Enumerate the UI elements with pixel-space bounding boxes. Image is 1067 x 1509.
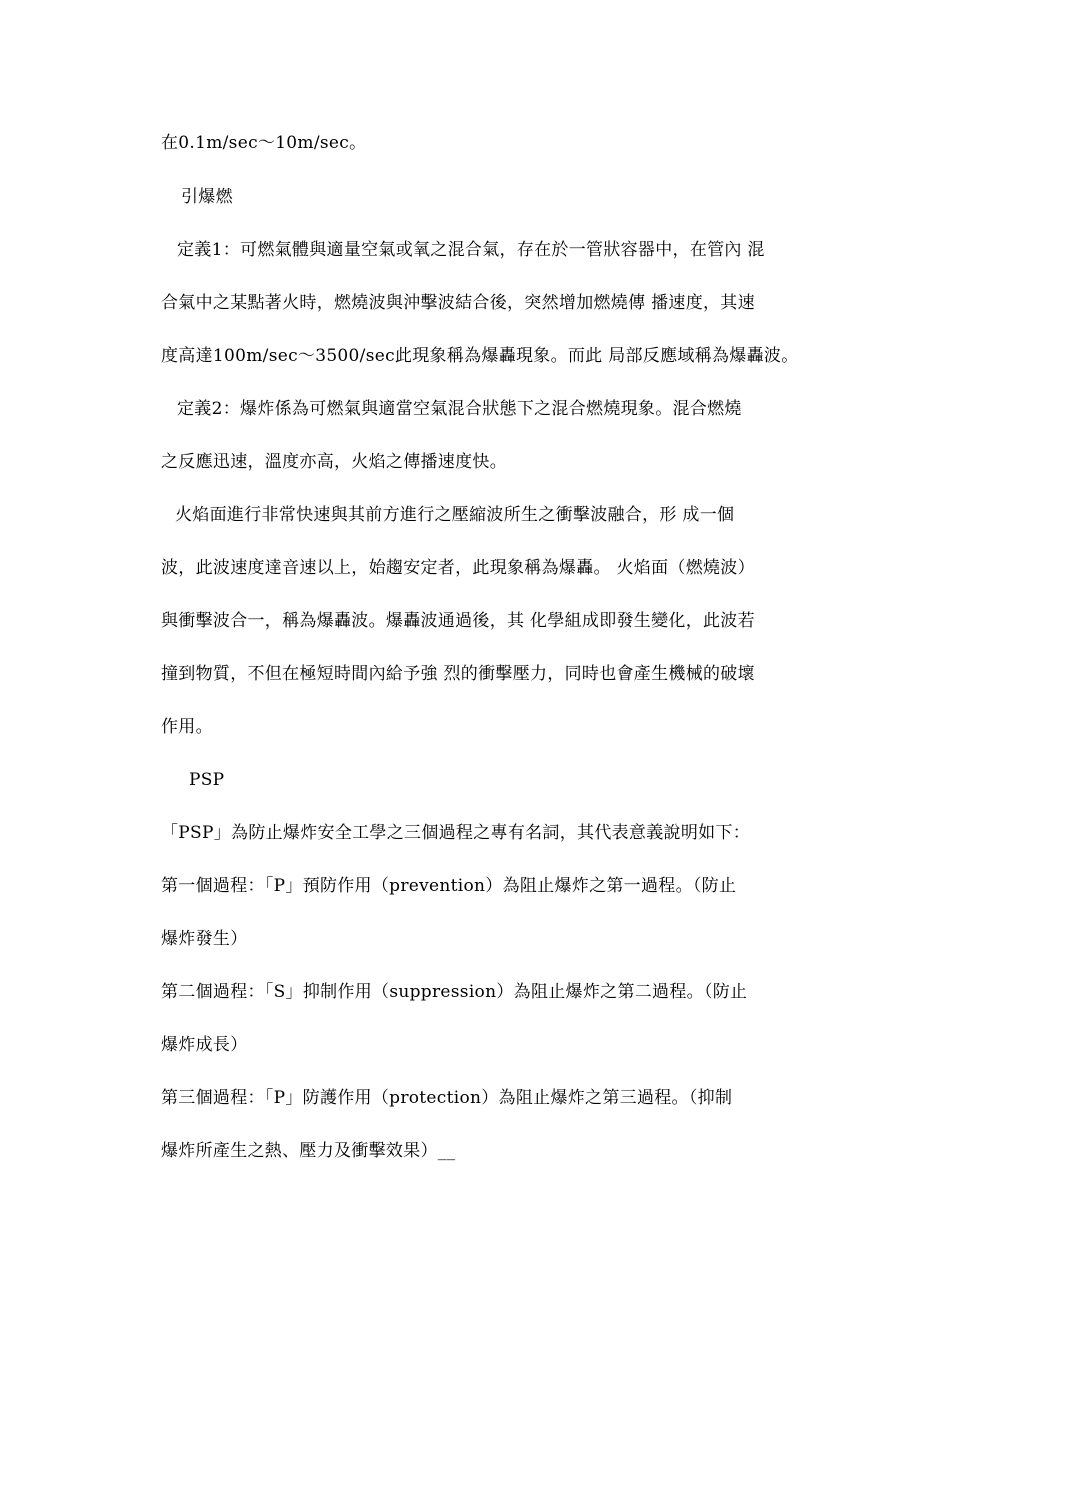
text-line: 第二個過程：「S」抑制作用（suppression）為阻止爆炸之第二過程。（防止 [161, 982, 748, 1002]
text-line: 火焰面進行非常快速與其前方進行之壓縮波所生之衝擊波融合，形 成一個 [175, 505, 735, 525]
text-line: 第三個過程：「P」防護作用（protection）為阻止爆炸之第三過程。（抑制 [161, 1088, 733, 1108]
text-line: 「PSP」為防止爆炸安全工學之三個過程之專有名詞，其代表意義說明如下： [161, 823, 751, 843]
text-line: 撞到物質，不但在極短時間內給予強 烈的衝擊壓力，同時也會產生機械的破壞 [161, 664, 755, 684]
text-line: 之反應迅速，溫度亦高，火焰之傳播速度快。 [161, 452, 507, 472]
text-line: 第一個過程：「P」預防作用（prevention）為阻止爆炸之第一過程。（防止 [161, 876, 737, 896]
section-heading: 引爆燃 [181, 187, 233, 207]
text-line: 波，此波速度達音速以上，始趨安定者，此現象稱為爆轟。 火焰面（燃燒波） [161, 558, 755, 578]
text-line: 度高達100m/sec～3500/sec此現象稱為爆轟現象。而此 局部反應域稱為爆轟波。 [161, 346, 799, 366]
text-line: 定義1：可燃氣體與適量空氣或氧之混合氣，存在於一管狀容器中，在管內 混 [177, 240, 765, 260]
text-line: 爆炸所產生之熱、壓力及衝擊效果）__ [161, 1141, 456, 1161]
text-line: 定義2：爆炸係為可燃氣與適當空氣混合狀態下之混合燃燒現象。混合燃燒 [177, 399, 742, 419]
text-line: 與衝擊波合一，稱為爆轟波。爆轟波通過後，其 化學組成即發生變化，此波若 [161, 611, 755, 631]
text-line: 在0.1m/sec～10m/sec。 [161, 133, 367, 153]
text-line: 作用。 [161, 717, 213, 737]
text-line: 爆炸發生） [161, 929, 248, 949]
section-heading: PSP [189, 770, 225, 790]
text-line: 爆炸成長） [161, 1035, 248, 1055]
text-line: 合氣中之某點著火時，燃燒波與沖擊波結合後，突然增加燃燒傳 播速度，其速 [161, 293, 755, 313]
